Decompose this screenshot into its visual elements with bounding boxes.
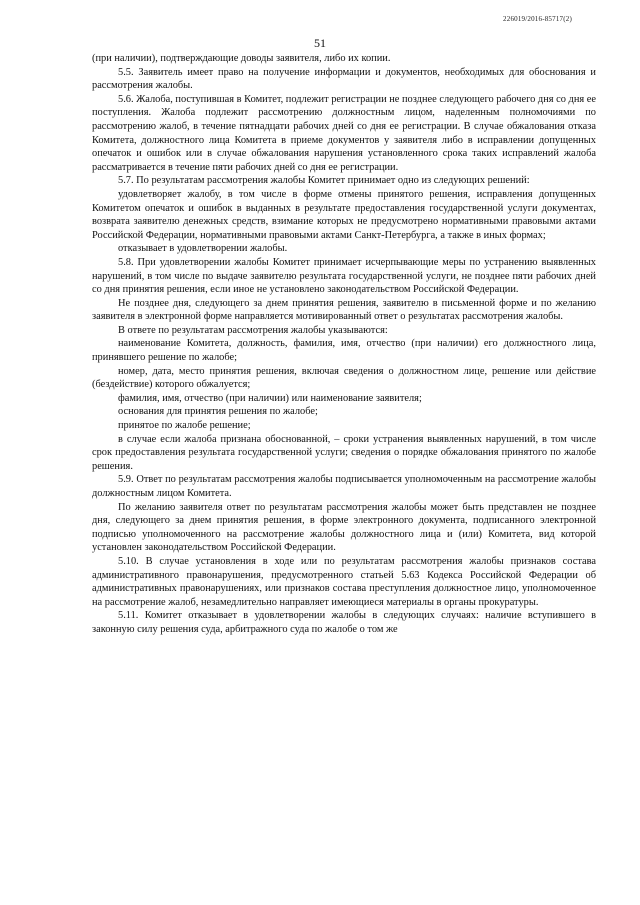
paragraph-5-7-refuse: отказывает в удовлетворении жалобы. xyxy=(118,243,288,255)
list-item-grounds: основания для принятия решения по жалобе; xyxy=(118,406,318,418)
page-number: 51 xyxy=(314,36,326,50)
paragraph-continuation: (при наличии), подтверждающие доводы заявителя, либо их копии. xyxy=(92,53,391,64)
list-item-justified: в случае если жалоба признана обоснованной, – сроки устранения выявленных нарушений, в том числе срок предоставления результата государственной услуги; сведения о порядке обжалования принятого по жалобе решения. xyxy=(92,433,596,472)
paragraph-5-11: 5.11. Комитет отказывает в удовлетворении жалобы в следующих случаях: наличие вступившего в законную силу решения суда, арбитражного суда по жалобе о том же xyxy=(92,610,596,635)
paragraph-5-7-satisfy: удовлетворяет жалобу, в том числе в форме отмены принятого решения, исправления допущенных Комитетом опечаток и ошибок в выданных в результате предоставления государственной услуги документах, возврата заявителю денежных средств, взимание которых не предусмотрено нормативными правовыми актами Российской Федерации, нормативными правовыми актами Санкт-Петербурга, а также в иных формах; xyxy=(92,188,596,241)
paragraph-5-8: 5.8. При удовлетворении жалобы Комитет принимает исчерпывающие меры по устранению выявленных нарушений, в том числе по выдаче заявителю результата государственной услуги, не позднее пяти рабочих дней со дня принятия решения, если иное не установлено законодательством Российской Федерации. xyxy=(92,256,596,296)
paragraph-5-6: 5.6. Жалоба, поступившая в Комитет, подлежит регистрации не позднее следующего рабочего дня со дня ее поступления. Жалоба подлежит рассмотрению должностным лицом, наделенным полномочиями по рассмотрению жалоб, в течение пятнадцати рабочих дней со дня ее регистрации. В случае обжалования отказа Комитета, должностного лица Комитета в приеме документов у заявителя либо в исправлении допущенных опечаток и ошибок или в случае обжалования нарушения установленного срока таких исправлений жалоба рассматривается в течение пяти рабочих дней со дня ее регистрации. xyxy=(92,93,596,173)
list-item-committee-name: наименование Комитета, должность, фамилия, имя, отчество (при наличии) его должностного лица, принявшего решение по жалобе; xyxy=(92,338,596,364)
list-item-decision-number: номер, дата, место принятия решения, включая сведения о должностном лице, решение или действие (бездействие) которого обжалуется; xyxy=(92,365,596,391)
list-item-decision: принятое по жалобе решение; xyxy=(118,420,251,432)
paragraph-5-8-answer: Не позднее дня, следующего за днем принятия решения, заявителю в письменной форме и по желанию заявителя в электронной форме направляется мотивированный ответ о результатах рассмотрения жалобы. xyxy=(92,297,596,323)
paragraph-5-10: 5.10. В случае установления в ходе или по результатам рассмотрения жалобы признаков состава административного правонарушения, предусмотренного статьей 5.63 Кодекса Российской Федерации об административных правонарушениях, или признаков состава преступления должностное лицо, уполномоченное на рассмотрение жалоб, незамедлительно направляет имеющиеся материалы в органы прокуратуры. xyxy=(92,555,596,608)
paragraph-5-9-electronic: По желанию заявителя ответ по результатам рассмотрения жалобы может быть представлен не позднее дня, следующего за днем принятия решения, в форме электронного документа, подписанного электронной подписью уполномоченного на рассмотрение жалобы должностного лица и (или) Комитета, вид которой установлен законодательством Российской Федерации. xyxy=(92,501,596,554)
document-id: 226019/2016-85717(2) xyxy=(503,15,572,23)
paragraph-5-5: 5.5. Заявитель имеет право на получение информации и документов, необходимых для обоснования и рассмотрения жалобы. xyxy=(92,66,596,92)
page-body xyxy=(92,52,596,637)
list-item-applicant-name: фамилия, имя, отчество (при наличии) или наименование заявителя; xyxy=(118,392,422,404)
paragraph-5-9: 5.9. Ответ по результатам рассмотрения жалобы подписывается уполномоченным на рассмотрение жалобы должностным лицом Комитета. xyxy=(92,474,596,499)
paragraph-5-7: 5.7. По результатам рассмотрения жалобы Комитет принимает одно из следующих решений: xyxy=(118,175,530,187)
paragraph-answer-contents: В ответе по результатам рассмотрения жалобы указываются: xyxy=(118,324,388,336)
